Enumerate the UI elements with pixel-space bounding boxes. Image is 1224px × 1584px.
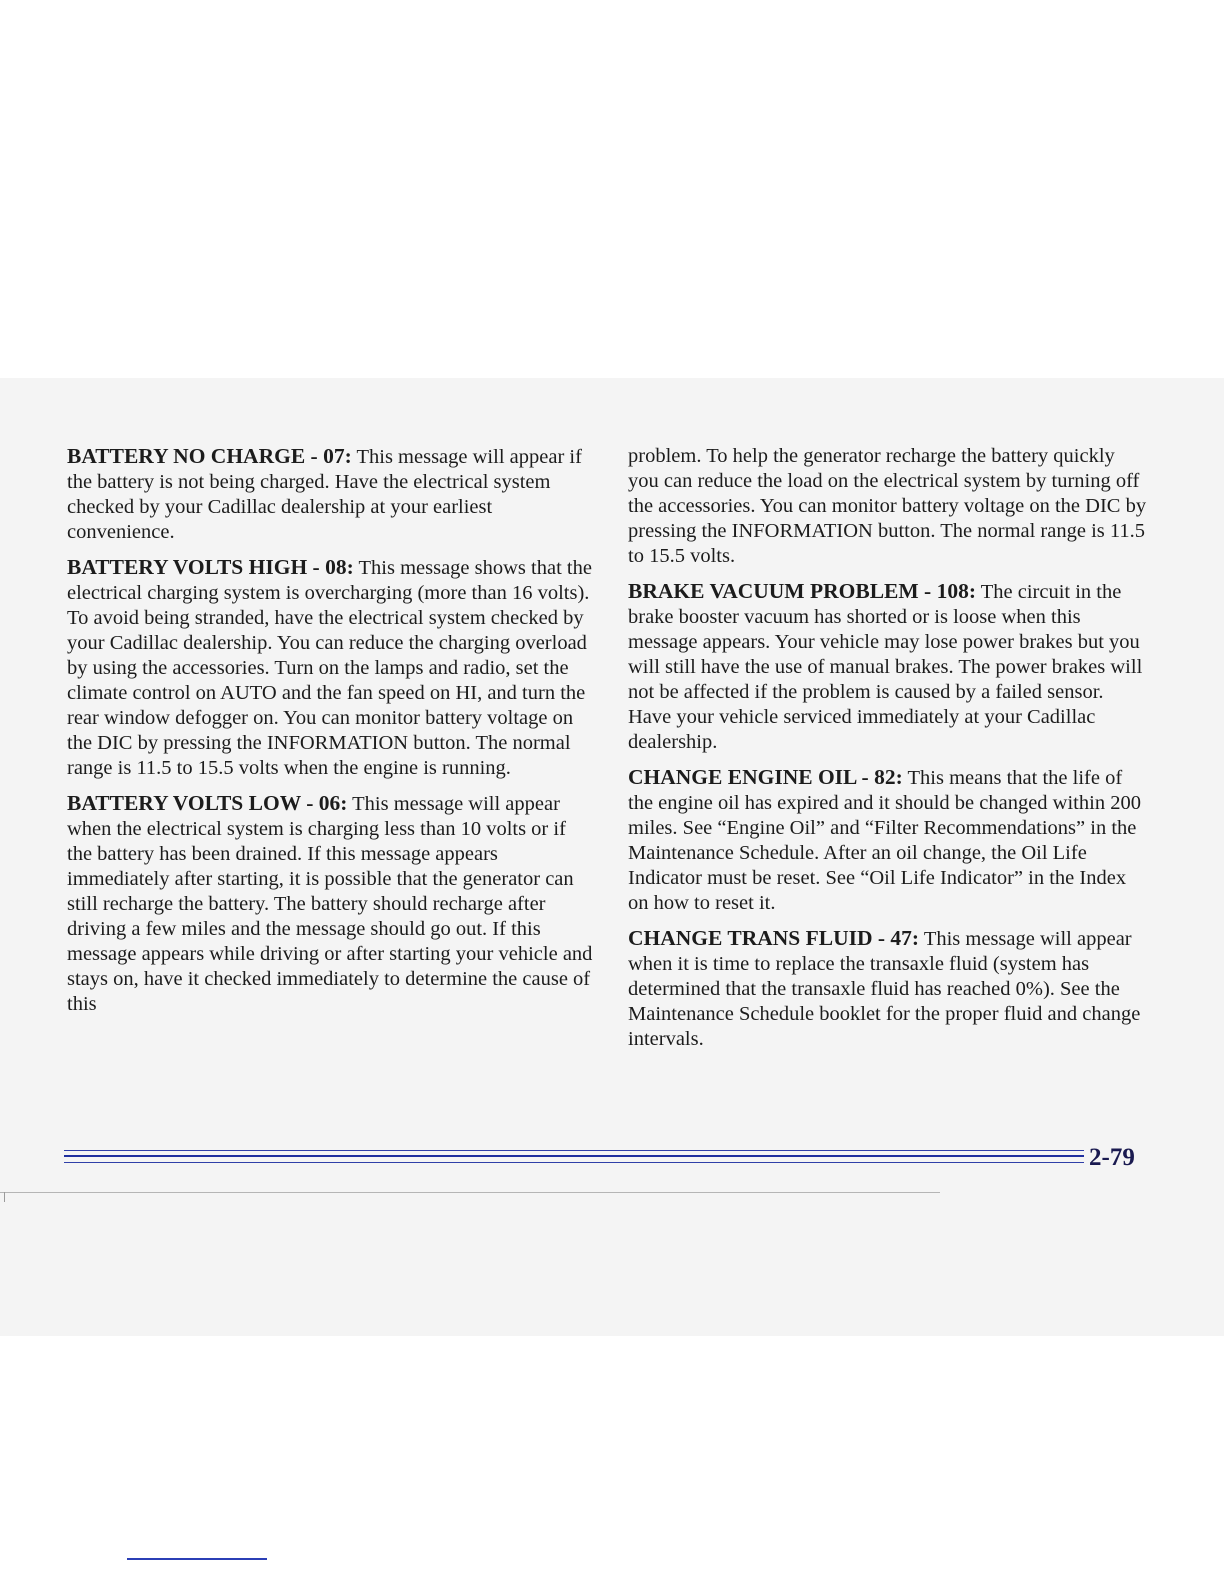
entry-body: This message will appear when the electrical system is charging less than 10 volts or if the battery has been drained. If this message appears immediately after starting, it is possible that the generator can still recharge the battery. The battery should recharge after driving a few miles and the message should go out. If this message appears while driving or after starting your vehicle and stays on, have it checked immediately to determine the cause of this bbox=[67, 793, 593, 1015]
entry-body: The circuit in the brake booster vacuum has shorted or is loose when this message appears. Your vehicle may lose power brakes but you will still have the use of manual brakes. The power brakes will not be affected if the problem is caused by a failed sensor. Have your vehicle serviced immediately at your Cadillac dealership. bbox=[628, 581, 1143, 753]
entry-body: This means that the life of the engine oil has expired and it should be changed within 200 miles. See “Engine Oil” and “Filter Recommendations” in the Maintenance Schedule. After an oil change, the Oil Life Indicator must be reset. See “Oil Life Indicator” in the Index on how to reset it. bbox=[628, 767, 1141, 914]
message-entry-battery-volts-high bbox=[67, 555, 595, 781]
entry-title: BATTERY VOLTS HIGH - 08: bbox=[67, 555, 354, 579]
entry-body: This message shows that the electrical charging system is overcharging (more than 16 volts). To avoid being stranded, have the electrical system checked by your Cadillac dealership. You can reduce the charging overload by using the accessories. Turn on the lamps and radio, set the climate control on AUTO and the fan speed on HI, and turn the rear window defogger on. You can monitor battery voltage on the DIC by pressing the INFORMATION button. The normal range is 11.5 to 15.5 volts when the engine is running. bbox=[67, 557, 592, 779]
scan-edge-tick bbox=[4, 1192, 5, 1202]
footer-rule-line-bottom bbox=[64, 1162, 1084, 1163]
right-column bbox=[628, 444, 1150, 1062]
left-column bbox=[67, 444, 595, 1027]
entry-title: BATTERY NO CHARGE - 07: bbox=[67, 444, 352, 468]
message-entry-brake-vacuum-problem bbox=[628, 579, 1150, 755]
bottom-underline-mark bbox=[127, 1558, 267, 1560]
entry-title: BRAKE VACUUM PROBLEM - 108: bbox=[628, 579, 976, 603]
scan-edge-line bbox=[0, 1192, 940, 1193]
entry-body: This message will appear if the battery is not being charged. Have the electrical system checked by your Cadillac dealership at your earliest convenience. bbox=[67, 446, 582, 543]
footer-rule-line-top bbox=[64, 1150, 1084, 1151]
message-entry-battery-no-charge bbox=[67, 444, 595, 545]
footer-rule bbox=[64, 1150, 1094, 1170]
message-entry-change-engine-oil bbox=[628, 765, 1150, 916]
message-entry-battery-volts-low bbox=[67, 791, 595, 1017]
entry-title: CHANGE TRANS FLUID - 47: bbox=[628, 926, 920, 950]
page-number: 2-79 bbox=[1089, 1144, 1135, 1171]
continuation-paragraph: problem. To help the generator recharge the battery quickly you can reduce the load on the electrical system by turning off the accessories. You can monitor battery voltage on the DIC by pressing the INFORMATION button. The normal range is 11.5 to 15.5 volts. bbox=[628, 445, 1147, 567]
message-entry-change-trans-fluid bbox=[628, 926, 1150, 1052]
entry-body: This message will appear when it is time to replace the transaxle fluid (system has determined that the transaxle fluid has reached 0%). See the Maintenance Schedule booklet for the proper fluid and change intervals. bbox=[628, 928, 1141, 1050]
entry-title: CHANGE ENGINE OIL - 82: bbox=[628, 765, 903, 789]
entry-title: BATTERY VOLTS LOW - 06: bbox=[67, 791, 348, 815]
footer-rule-line-middle bbox=[64, 1155, 1084, 1157]
